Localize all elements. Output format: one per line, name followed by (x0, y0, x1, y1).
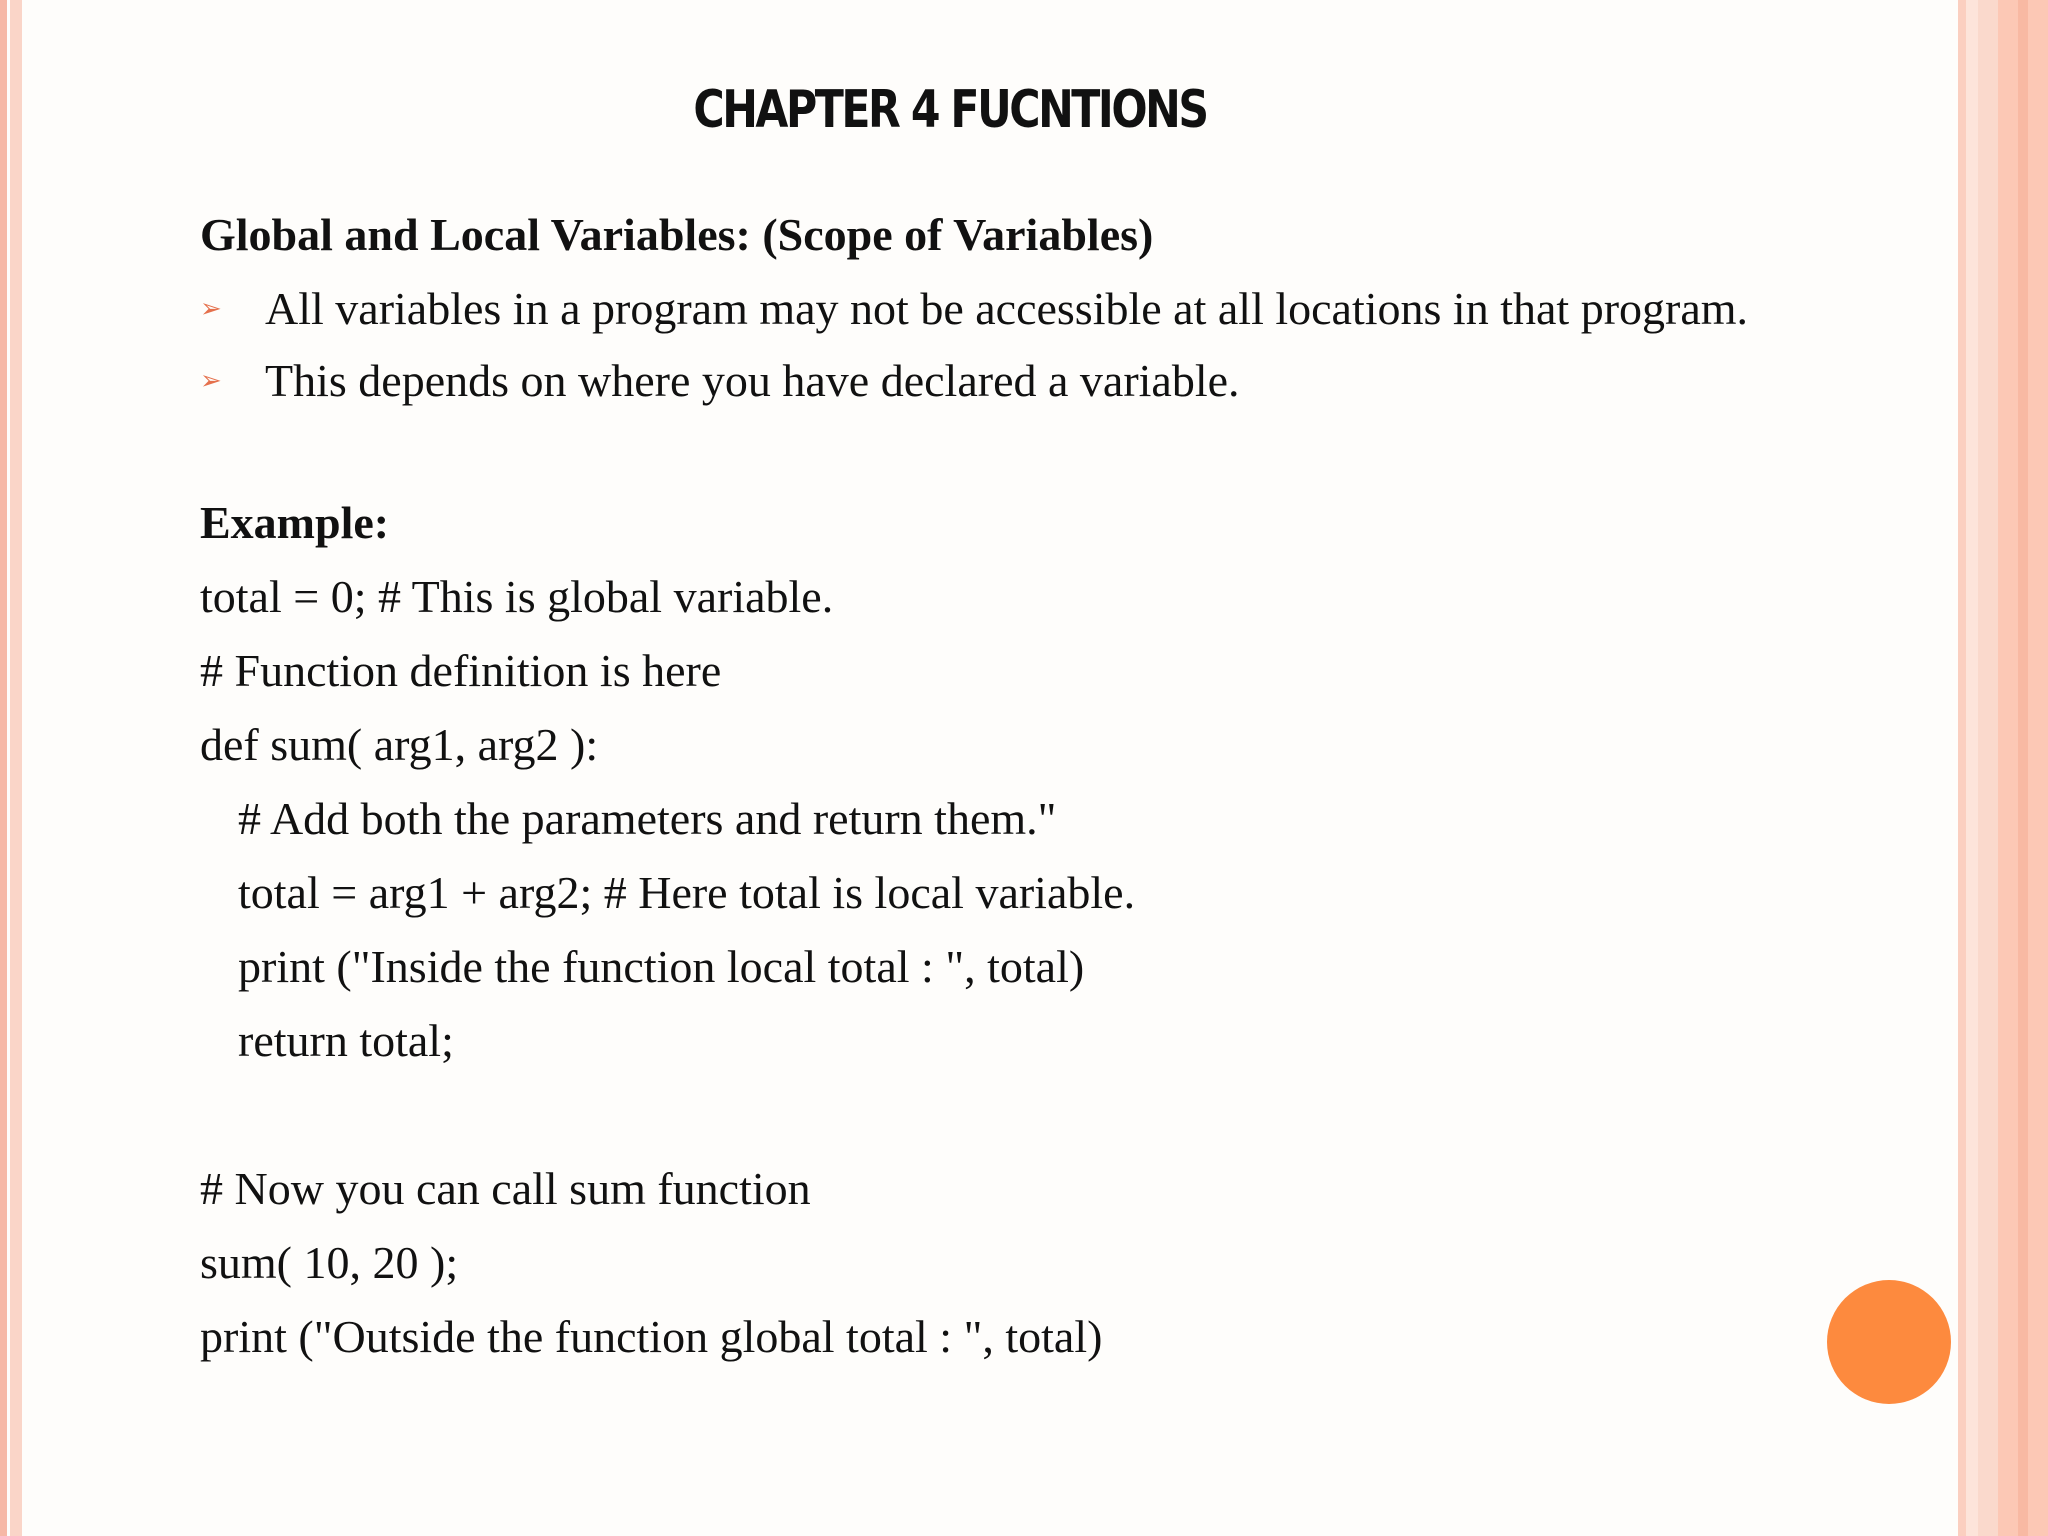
section-heading: Global and Local Variables: (Scope of Variables) (200, 209, 1154, 260)
example-label: Example: (200, 497, 390, 548)
bullet-item (200, 278, 1856, 340)
bullet-text: This depends on where you have declared a variable. (265, 355, 1240, 406)
right-border-strip (1978, 0, 1998, 1536)
spacer (200, 1078, 1856, 1152)
arrow-bullet-icon: ➢ (200, 294, 222, 324)
code-line: sum( 10, 20 ); (200, 1237, 459, 1288)
slide-title: CHAPTER 4 FUCNTIONS (693, 80, 1207, 140)
code-line: total = 0; # This is global variable. (200, 571, 834, 622)
code-line-indented: total = arg1 + arg2; # Here total is local variable. (238, 867, 1136, 918)
accent-circle (1827, 1280, 1951, 1404)
code-line-indented: # Add both the parameters and return them." (238, 793, 1057, 844)
code-line: print ("Outside the function global total : ", total) (200, 1311, 1103, 1362)
left-border-strip-inner (10, 0, 22, 1536)
right-border-strip (1966, 0, 1978, 1536)
slide-content (200, 198, 1856, 1374)
code-line: # Now you can call sum function (200, 1163, 811, 1214)
right-border-strip (1958, 0, 1966, 1536)
bullet-item (200, 350, 1856, 412)
spacer (200, 412, 1856, 486)
right-border-strip (2018, 0, 2028, 1536)
left-border-strip (0, 0, 7, 1536)
code-line: def sum( arg1, arg2 ): (200, 719, 599, 770)
code-line: # Function definition is here (200, 645, 722, 696)
bullet-text: All variables in a program may not be accessible at all locations in that program. (265, 283, 1749, 334)
code-line-indented: return total; (238, 1015, 454, 1066)
code-line-indented: print ("Inside the function local total : ", total) (238, 941, 1085, 992)
arrow-bullet-icon: ➢ (200, 366, 222, 396)
